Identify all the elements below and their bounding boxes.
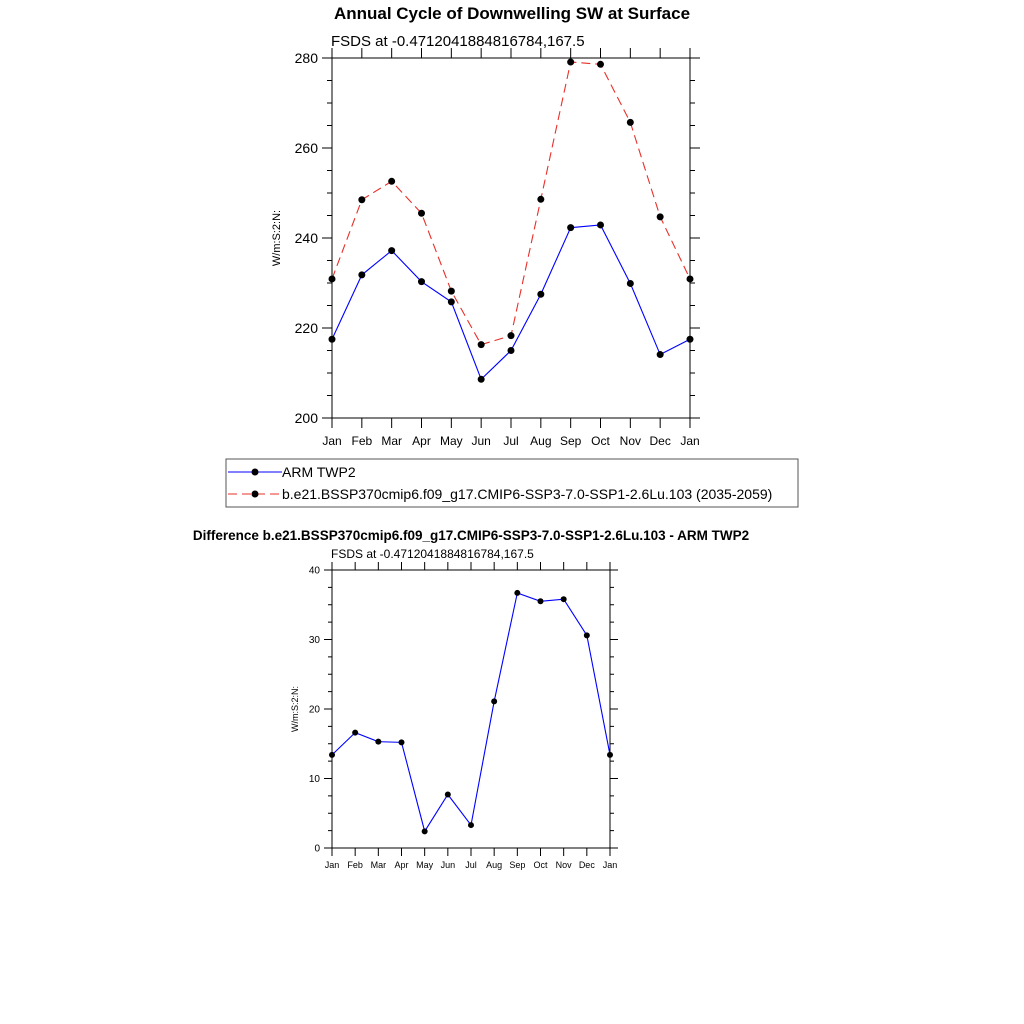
data-point-series-1: [687, 275, 694, 282]
data-point-series-0: [597, 221, 604, 228]
x-tick-label: Sep: [509, 860, 526, 870]
plot-frame: [332, 58, 690, 418]
data-point-series-0: [514, 590, 520, 596]
data-point-series-0: [445, 791, 451, 797]
x-tick-label: Nov: [619, 434, 642, 448]
x-tick-label: May: [416, 860, 434, 870]
x-tick-label: Dec: [578, 860, 595, 870]
data-point-series-1: [537, 196, 544, 203]
legend-marker-0: [252, 469, 259, 476]
data-point-series-0: [375, 739, 381, 745]
data-point-series-0: [388, 247, 395, 254]
data-point-series-0: [627, 280, 634, 287]
y-tick-label: 10: [308, 774, 320, 786]
legend-label-0: ARM TWP2: [282, 464, 356, 480]
legend-label-1: b.e21.BSSP370cmip6.f09_g17.CMIP6-SSP3-7.0-SSP1-2.6Lu.103 (2035-2059): [282, 486, 773, 502]
x-tick-label: Dec: [649, 434, 671, 448]
x-tick-label: Jan: [680, 434, 700, 448]
difference-title: Difference b.e21.BSSP370cmip6.f09_g17.CMIP6-SSP3-7.0-SSP1-2.6Lu.103 - ARM TWP2: [192, 528, 750, 543]
y-tick-label: 260: [294, 140, 318, 157]
data-point-series-1: [597, 61, 604, 68]
data-point-series-1: [418, 210, 425, 217]
y-tick-label: 40: [308, 565, 320, 577]
data-point-series-0: [448, 298, 455, 305]
main-title: Annual Cycle of Downwelling SW at Surface: [333, 4, 691, 23]
x-tick-label: Feb: [347, 860, 363, 870]
plot-frame: [332, 570, 610, 848]
legend-marker-1: [252, 491, 259, 498]
x-tick-label: Aug: [486, 860, 503, 870]
data-point-series-0: [478, 376, 485, 383]
x-tick-label: Jan: [602, 860, 618, 870]
x-tick-label: Mar: [381, 434, 403, 448]
series-line-0: [332, 593, 610, 831]
chart-subtitle: FSDS at -0.4712041884816784,167.5: [331, 33, 585, 50]
data-point-series-0: [657, 351, 664, 358]
x-tick-label: Feb: [351, 434, 373, 448]
data-point-series-1: [567, 59, 574, 66]
series-line-1: [332, 62, 690, 345]
legend: [226, 459, 798, 507]
y-axis-label: W/m:S:2:N:: [271, 209, 283, 267]
x-tick-label: Sep: [559, 434, 582, 448]
x-tick-label: Jan: [322, 434, 342, 448]
x-tick-label: Oct: [533, 860, 548, 870]
difference-chart: [290, 547, 618, 870]
data-point-series-0: [584, 632, 590, 638]
y-tick-label: 220: [294, 320, 318, 337]
data-point-series-0: [468, 822, 474, 828]
y-tick-label: 240: [294, 230, 318, 247]
data-point-series-1: [448, 288, 455, 295]
data-point-series-0: [561, 596, 567, 602]
data-point-series-0: [399, 739, 405, 745]
data-point-series-0: [607, 752, 613, 758]
y-tick-label: 30: [308, 635, 320, 647]
data-point-series-0: [687, 336, 694, 343]
x-tick-label: Jul: [503, 434, 519, 448]
data-point-series-0: [358, 271, 365, 278]
y-tick-label: 20: [308, 704, 320, 716]
x-tick-label: Jun: [471, 434, 491, 448]
data-point-series-0: [418, 278, 425, 285]
x-tick-label: Jan: [324, 860, 340, 870]
x-tick-label: Aug: [530, 434, 552, 448]
data-point-series-0: [422, 828, 428, 834]
x-tick-label: Mar: [370, 860, 387, 870]
data-point-series-1: [508, 332, 515, 339]
annual-cycle-chart: [226, 33, 798, 507]
x-tick-label: Jul: [465, 860, 477, 870]
x-tick-label: Oct: [591, 434, 610, 448]
x-tick-label: Apr: [412, 434, 431, 448]
x-tick-label: Apr: [394, 860, 409, 870]
data-point-series-1: [627, 119, 634, 126]
x-tick-label: Jun: [440, 860, 456, 870]
y-tick-label: 280: [294, 50, 318, 67]
data-point-series-0: [508, 347, 515, 354]
series-line-0: [332, 225, 690, 379]
data-point-series-0: [567, 224, 574, 231]
data-point-series-0: [491, 698, 497, 704]
x-tick-label: May: [439, 434, 463, 448]
data-point-series-1: [657, 213, 664, 220]
chart-subtitle: FSDS at -0.4712041884816784,167.5: [331, 547, 534, 561]
data-point-series-0: [538, 598, 544, 604]
data-point-series-1: [478, 341, 485, 348]
data-point-series-0: [352, 730, 358, 736]
y-tick-label: 200: [294, 410, 318, 427]
data-point-series-0: [537, 291, 544, 298]
x-tick-label: Nov: [555, 860, 572, 870]
y-tick-label: 0: [314, 843, 320, 855]
data-point-series-0: [329, 336, 336, 343]
data-point-series-0: [329, 752, 335, 758]
data-point-series-1: [358, 196, 365, 203]
data-point-series-1: [388, 178, 395, 185]
data-point-series-1: [329, 275, 336, 282]
y-axis-label: W/m:S:2:N:: [290, 685, 300, 733]
